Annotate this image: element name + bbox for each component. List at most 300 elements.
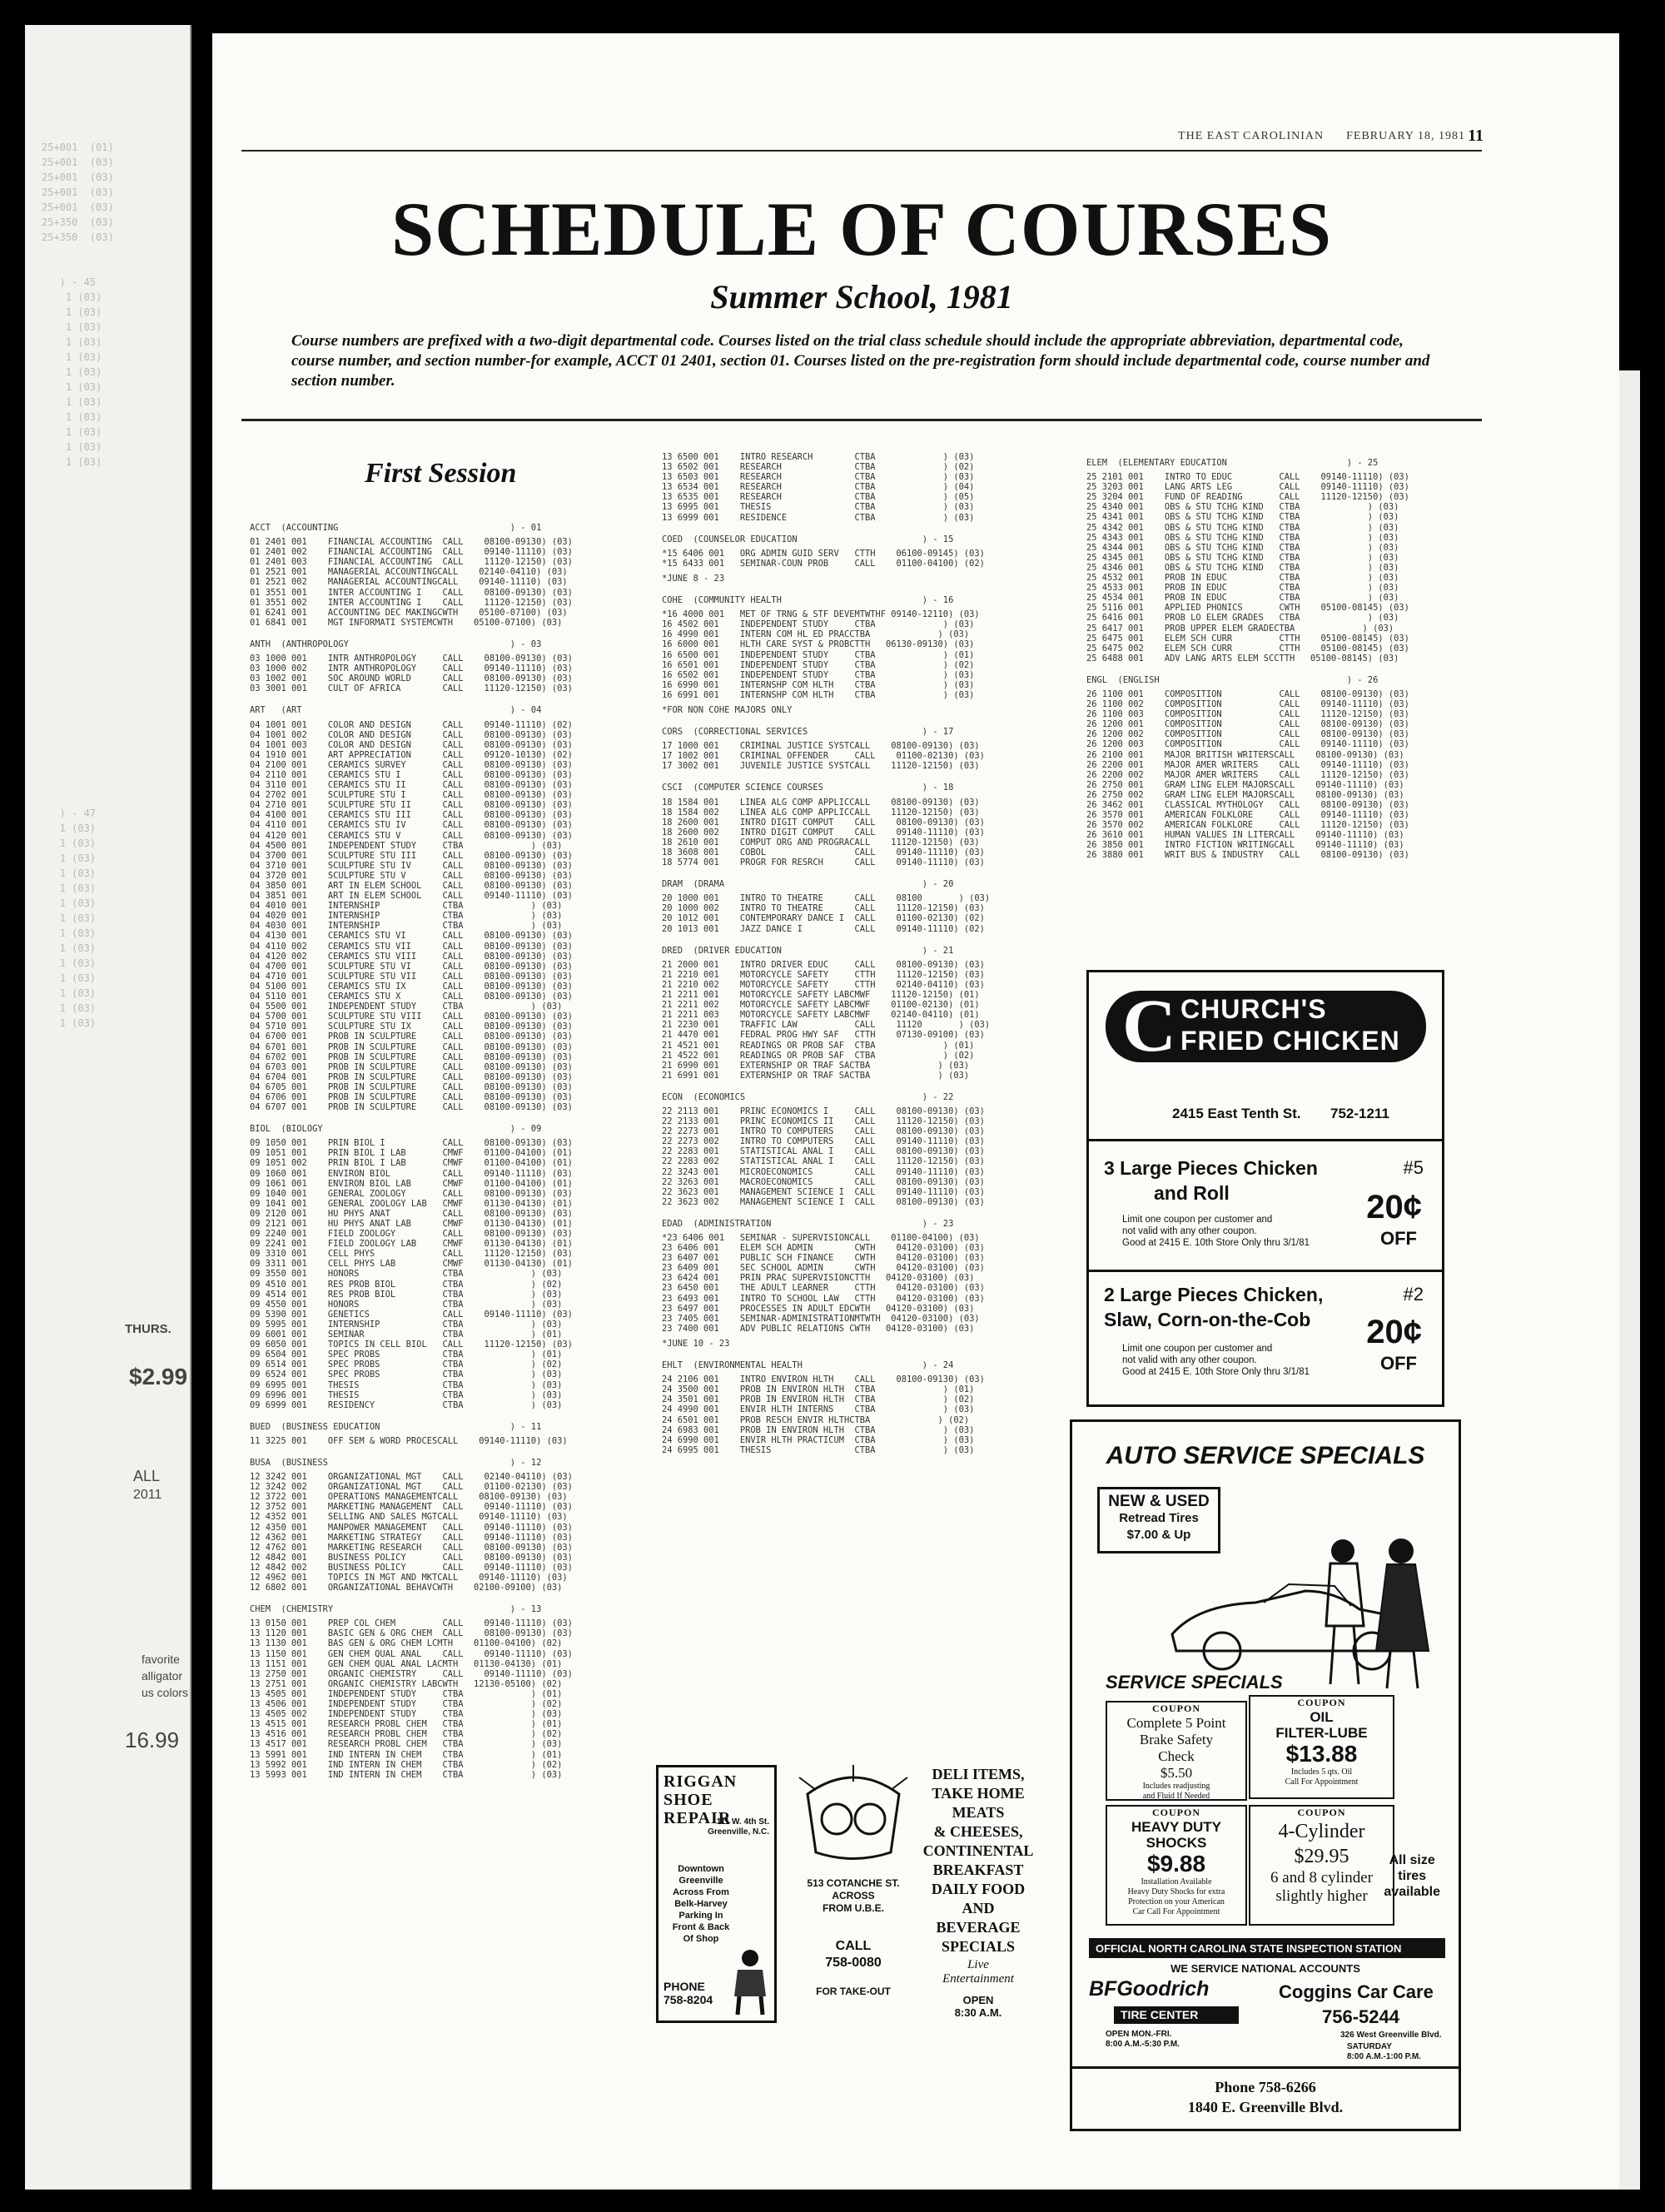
sizes-line-3: available xyxy=(1384,1885,1440,1899)
department-block xyxy=(250,1422,573,1446)
course-row: 04 2702 001 SCULPTURE STU I CALL 08100-09130) (03) xyxy=(250,790,573,801)
course-row: 12 4842 001 BUSINESS POLICY CALL 08100-09130) (03) xyxy=(250,1552,573,1563)
course-row: 04 4700 001 SCULPTURE STU VI CALL 08100-09130) (03) xyxy=(250,961,573,972)
course-row: 09 6001 001 SEMINAR CTBA ) (01) xyxy=(250,1330,563,1340)
tune-line-1: 4-Cylinder xyxy=(1278,1821,1365,1842)
course-row: 24 6983 001 PROB IN ENVIRON HLTH CTBA ) (03) xyxy=(662,1424,975,1435)
riggan-note-1: Downtown Greenville xyxy=(678,1864,724,1886)
tire-center-banner: TIRE CENTER xyxy=(1114,2006,1239,2024)
deli-open-1: OPEN xyxy=(962,1994,994,2006)
course-row: 04 1001 001 COLOR AND DESIGN CALL 09140-11110) (02) xyxy=(250,719,573,730)
course-row: 09 6999 001 RESIDENCY CTBA ) (03) xyxy=(250,1399,563,1410)
department-heading: EDAD (ADMINISTRATION ) - 23 xyxy=(662,1218,954,1229)
course-row: 20 1012 001 CONTEMPORARY DANCE I CALL 01100-02130) (02) xyxy=(662,913,985,924)
course-row: 04 4110 002 CERAMICS STU VII CALL 08100-09130) (03) xyxy=(250,941,573,952)
deli-open-2: 8:30 A.M. xyxy=(954,2006,1002,2019)
brake-line-3: Check xyxy=(1158,1748,1195,1764)
brake-price: $5.50 xyxy=(1160,1765,1193,1781)
course-row: 13 1151 001 GEN CHEM QUAL ANAL LACMTH 01130-04130) (01) xyxy=(250,1658,563,1669)
coupon-1-title-line-2: and Roll xyxy=(1154,1182,1230,1204)
course-row: 26 2750 002 GRAM LING ELEM MAJORSCALL 08100-09130) (03) xyxy=(1086,789,1404,800)
department-heading: ART (ART ) - 04 xyxy=(250,705,542,716)
course-row: 09 1061 001 ENVIRON BIOL LAB CMWF 01100-04100) (01) xyxy=(250,1178,573,1189)
publication-name: THE EAST CAROLINIAN xyxy=(1178,130,1325,142)
coupon-2-fine-1: Limit one coupon per customer and xyxy=(1122,1344,1273,1354)
department-block xyxy=(1086,675,1409,861)
course-row: 01 6241 001 ACCOUNTING DEC MAKINGCWTH 05100-07100) (03) xyxy=(250,607,568,618)
oil-note-1: Includes 5 qts. Oil xyxy=(1290,1767,1353,1777)
department-heading: ELEM (ELEMENTARY EDUCATION ) - 25 xyxy=(1086,458,1379,468)
course-row: 26 3570 002 AMERICAN FOLKLORE CALL 11120-12150) (03) xyxy=(1086,820,1409,831)
deli-open xyxy=(924,1994,1032,2019)
course-row: *23 6406 001 SEMINAR - SUPERVISIONCALL 01100-04100) (03) xyxy=(662,1233,980,1243)
course-row: 26 2200 002 MAJOR AMER WRITERS CALL 11120-12150) (03) xyxy=(1086,769,1409,780)
course-row: 11 3225 001 OFF SEM & WORD PROCESCALL 09140-11110) (03) xyxy=(250,1435,568,1446)
course-row: 21 6990 001 EXTERNSHIP OR TRAF SACTBA ) (03) xyxy=(662,1060,970,1071)
course-row: 21 2210 001 MOTORCYCLE SAFETY CTTH 11120-12150) (03) xyxy=(662,969,985,980)
course-row: 04 4020 001 INTERNSHIP CTBA ) (03) xyxy=(250,911,563,922)
course-row: 13 4505 002 INDEPENDENT STUDY CTBA ) (03) xyxy=(250,1709,563,1720)
course-row: 26 3880 001 WRIT BUS & INDUSTRY CALL 08100-09130) (03) xyxy=(1086,850,1409,861)
course-row: 04 5500 001 INDEPENDENT STUDY CTBA ) (03) xyxy=(250,1002,563,1012)
course-row: 13 2750 001 ORGANIC CHEMISTRY CALL 09140-11110) (03) xyxy=(250,1668,573,1679)
course-row: 09 1060 001 ENVIRON BIOL CALL 09140-11110) (03) xyxy=(250,1168,573,1179)
all-sizes-note xyxy=(1384,1852,1440,1900)
course-row: 01 2521 001 MANAGERIAL ACCOUNTINGCALL 02140-04110) (03) xyxy=(250,567,568,578)
course-row: 25 4534 001 PROB IN EDUC CTBA ) (03) xyxy=(1086,593,1399,604)
folio-info xyxy=(1178,130,1465,143)
department-heading: ECON (ECONOMICS ) - 22 xyxy=(662,1091,954,1102)
oil-note-2: Call For Appointment xyxy=(1285,1777,1359,1787)
course-row: 04 5700 001 SCULPTURE STU VIII CALL 08100-09130) (03) xyxy=(250,1012,573,1022)
course-row: 24 3501 001 PROB IN ENVIRON HLTH CTBA ) (02) xyxy=(662,1394,975,1405)
course-row: 04 5110 001 CERAMICS STU X CALL 08100-09130) (03) xyxy=(250,992,573,1002)
department-heading: CHEM (CHEMISTRY ) - 13 xyxy=(250,1604,542,1615)
course-row: 26 2200 001 MAJOR AMER WRITERS CALL 09140-11110) (03) xyxy=(1086,759,1409,770)
course-row: 23 6493 001 INTRO TO SCHOOL LAW CTTH 04120-03100) (03) xyxy=(662,1293,985,1304)
riggan-addr-2: Greenville, N.C. xyxy=(708,1827,769,1837)
course-row: 09 6995 001 THESIS CTBA ) (03) xyxy=(250,1379,563,1390)
course-row: 26 3850 001 INTRO FICTION WRITINGCALL 09140-11110) (03) xyxy=(1086,840,1404,851)
fragment-price-2: 16.99 xyxy=(125,1727,180,1752)
department-heading: ANTH (ANTHROPOLOGY ) - 03 xyxy=(250,639,542,649)
course-row: 13 4515 001 RESEARCH PROBL CHEM CTBA ) (01) xyxy=(250,1719,563,1730)
course-row: 01 2401 002 FINANCIAL ACCOUNTING CALL 09140-11110) (03) xyxy=(250,547,573,558)
course-row: 12 6802 001 ORGANIZATIONAL BEHAVCWTH 02100-09100) (03) xyxy=(250,1583,563,1593)
department-block xyxy=(662,1219,990,1349)
course-row: 01 2401 003 FINANCIAL ACCOUNTING CALL 11120-12150) (03) xyxy=(250,557,573,568)
course-row: 03 1002 001 SOC AROUND WORLD CALL 08100-09130) (03) xyxy=(250,674,573,684)
department-block xyxy=(662,783,990,867)
department-heading: EHLT (ENVIRONMENTAL HEALTH ) - 24 xyxy=(662,1360,954,1371)
auto-service-ad xyxy=(1070,1419,1461,2069)
course-row: 13 5993 001 IND INTERN IN CHEM CTBA ) (03) xyxy=(250,1769,563,1780)
department-block xyxy=(1086,458,1409,664)
course-row: 09 3310 001 CELL PHYS CALL 11120-12150) (03) xyxy=(250,1249,573,1260)
department-block xyxy=(250,1604,573,1780)
deli-address xyxy=(791,1877,916,1915)
course-row: 24 6995 001 THESIS CTBA ) (03) xyxy=(662,1444,975,1455)
course-row: 21 4470 001 FEDRAL PROG HWY SAF CTTH 07130-09100) (03) xyxy=(662,1030,985,1041)
course-row: 16 6500 001 INDEPENDENT STUDY CTBA ) (01) xyxy=(662,649,975,660)
intro-paragraph: Course numbers are prefixed with a two-digit departmental code. Courses listed on the trial class schedule should include the appropriate abbreviation, departmental code, course number, and section number-for example, ACCT 01 2401, section 01. Courses listed on the pre-registration form should include departmental code, course number and section number. xyxy=(291,332,1430,390)
course-row: 03 1000 001 INTR ANTHROPOLOGY CALL 08100-09130) (03) xyxy=(250,654,573,664)
page-subtitle: Summer School, 1981 xyxy=(710,278,1013,316)
course-row: 23 6424 001 PRIN PRAC SUPERVISIONCTTH 04120-03100) (03) xyxy=(662,1273,975,1284)
course-row: 04 6702 001 PROB IN SCULPTURE CALL 08100-09130) (03) xyxy=(250,1051,573,1062)
deli-takeout: FOR TAKE-OUT xyxy=(816,1986,891,1997)
course-row: 04 3850 001 ART IN ELEM SCHOOL CALL 08100-09130) (03) xyxy=(250,881,573,891)
riggan-note-6: Of Shop xyxy=(683,1934,719,1944)
course-row: 22 2273 002 INTRO TO COMPUTERS CALL 09140-11110) (03) xyxy=(662,1136,985,1147)
course-row: 12 4842 002 BUSINESS POLICY CALL 09140-11110) (03) xyxy=(250,1562,573,1573)
deli-line-6: BREAKFAST xyxy=(932,1862,1024,1878)
coupon-2-number: #2 xyxy=(1403,1284,1424,1305)
course-row: 09 1040 001 GENERAL ZOOLOGY CALL 08100-09130) (03) xyxy=(250,1188,573,1199)
session-title: First Session xyxy=(365,458,517,489)
department-block xyxy=(250,1124,573,1410)
course-row: 13 0150 001 PREP COL CHEM CALL 09140-11110) (03) xyxy=(250,1618,573,1629)
faded-adjacent-text: ) - 45 1 (03) 1 (03) 1 (03) 1 (03) 1 (03) 1 (03) 1 (03) 1 (03) 1 (03) 1 (03) 1 (03) 1 (03) xyxy=(59,276,102,468)
coupon-2-title-line-1: 2 Large Pieces Chicken, xyxy=(1104,1284,1324,1305)
course-row: 16 6990 001 INTERNSHP COM HLTH CTBA ) (03) xyxy=(662,679,975,690)
course-row: 12 4362 001 MARKETING STRATEGY CALL 09140-11110) (03) xyxy=(250,1532,573,1543)
church-address: 2415 East Tenth St. xyxy=(1172,1106,1301,1121)
course-row: 09 6514 001 SPEC PROBS CTBA ) (02) xyxy=(250,1360,563,1370)
church-ad xyxy=(1086,970,1444,1407)
faded-adjacent-text: 25+001 (01) 25+001 (03) 25+001 (03) 25+001 (03) 25+001 (03) 25+350 (03) 25+350 (03) xyxy=(42,142,114,243)
course-row: 25 4346 001 OBS & STU TCHG KIND CTBA ) (03) xyxy=(1086,562,1399,573)
course-row: 24 4990 001 ENVIR HLTH INTERNS CTBA ) (03) xyxy=(662,1404,975,1415)
shocks-line-1: HEAVY DUTY xyxy=(1131,1819,1221,1835)
course-row: 26 3462 001 CLASSICAL MYTHOLOGY CALL 08100-09130) (03) xyxy=(1086,800,1409,810)
course-row: 13 4517 001 RESEARCH PROBL CHEM CTBA ) (03) xyxy=(250,1739,563,1750)
course-row: 25 4340 001 OBS & STU TCHG KIND CTBA ) (03) xyxy=(1086,502,1399,513)
course-row: 03 3001 001 CULT OF AFRICA CALL 11120-12150) (03) xyxy=(250,683,573,694)
course-row: 13 6500 001 INTRO RESEARCH CTBA ) (03) xyxy=(662,452,975,462)
deli-menu xyxy=(920,1765,1036,1956)
hours-line-2: 8:00 A.M.-5:30 P.M. xyxy=(1106,2040,1180,2049)
department-heading: COHE (COMMUNITY HEALTH ) - 16 xyxy=(662,595,954,606)
course-row: 16 4990 001 INTERN COM HL ED PRACCTBA ) (03) xyxy=(662,629,970,640)
course-row: 18 2600 001 INTRO DIGIT COMPUT CALL 08100-09130) (03) xyxy=(662,817,985,828)
course-row: 21 2210 002 MOTORCYCLE SAFETY CTTH 02140-04110) (03) xyxy=(662,979,985,990)
course-row: 01 2401 001 FINANCIAL ACCOUNTING CALL 08100-09130) (03) xyxy=(250,537,573,548)
riggan-shoe-ad xyxy=(656,1765,777,2023)
inspection-banner: OFFICIAL NORTH CAROLINA STATE INSPECTION STATION xyxy=(1089,1938,1445,1958)
course-row: 18 5774 001 PROGR FOR RESRCH CALL 09140-11110) (03) xyxy=(662,857,985,868)
course-row: 04 1910 001 ART APPRECIATION CALL 09120-10130) (02) xyxy=(250,749,573,760)
tune-line-3: slightly higher xyxy=(1275,1887,1368,1905)
course-row: 23 6409 001 SEC SCHOOL ADMIN CWTH 04120-03100) (03) xyxy=(662,1263,985,1274)
bfgoodrich-logo: BFGoodrich xyxy=(1089,1977,1210,2001)
department-heading: BIOL (BIOLOGY ) - 09 xyxy=(250,1124,542,1135)
cobbler-figure-icon xyxy=(729,1946,771,2017)
sat-line-1: SATURDAY xyxy=(1347,2042,1392,2051)
department-note: *JUNE 8 - 23 xyxy=(662,573,725,584)
course-row: 25 2101 001 INTRO TO EDUC CALL 09140-11110) (03) xyxy=(1086,472,1409,483)
deli-line-5: CONTINENTAL xyxy=(922,1842,1034,1859)
course-row: 22 3623 001 MANAGEMENT SCIENCE I CALL 09140-11110) (03) xyxy=(662,1186,985,1197)
department-block xyxy=(662,727,990,771)
divider xyxy=(241,419,1482,421)
fragment-colors: us colors xyxy=(142,1686,189,1699)
course-row: 22 2273 001 INTRO TO COMPUTERS CALL 08100-09130) (03) xyxy=(662,1126,985,1137)
course-row: 09 3550 001 HONORS CTBA ) (03) xyxy=(250,1269,563,1280)
adjacent-page-strip xyxy=(25,25,191,2190)
course-row: 26 1200 001 COMPOSITION CALL 08100-09130) (03) xyxy=(1086,719,1409,730)
course-row: 24 6501 001 PROB RESCH ENVIR HLTHCTBA ) (02) xyxy=(662,1414,970,1425)
deli-addr-3: FROM U.B.E. xyxy=(823,1902,884,1914)
schedule-column-1 xyxy=(250,523,573,1780)
brake-line-1: Complete 5 Point xyxy=(1126,1715,1226,1731)
coggins-address: 326 West Greenville Blvd. xyxy=(1340,2031,1442,2040)
course-row: 25 6416 001 PROB LO ELEM GRADES CTBA ) (03) xyxy=(1086,613,1399,624)
tires-line-3: $7.00 & Up xyxy=(1126,1528,1191,1542)
course-row: 04 3110 001 CERAMICS STU II CALL 08100-09130) (03) xyxy=(250,780,573,791)
course-row: 04 4120 002 CERAMICS STU VIII CALL 08100-09130) (03) xyxy=(250,951,573,962)
course-row: 04 4110 001 CERAMICS STU IV CALL 08100-09130) (03) xyxy=(250,820,573,831)
riggan-note-5: Front & Back xyxy=(672,1922,730,1932)
auto-phone: Phone 758-6266 xyxy=(1215,2079,1316,2095)
course-row: 04 5710 001 SCULPTURE STU IX CALL 08100-09130) (03) xyxy=(250,1021,573,1032)
deli-addr-2: ACROSS xyxy=(832,1890,875,1901)
riggan-phone xyxy=(664,1980,713,2006)
coupon-1-price: 20¢ xyxy=(1366,1189,1422,1225)
sizes-line-2: tires xyxy=(1398,1869,1427,1883)
shocks-price: $9.88 xyxy=(1146,1851,1206,1876)
course-row: 25 4341 001 OBS & STU TCHG KIND CTBA ) (03) xyxy=(1086,512,1399,523)
coupon-label: COUPON xyxy=(1297,1807,1346,1818)
course-row: 21 6991 001 EXTERNSHIP OR TRAF SACTBA ) (03) xyxy=(662,1070,970,1081)
course-row: 09 1051 001 PRIN BIOL I LAB CMWF 01100-04100) (01) xyxy=(250,1148,573,1159)
course-row: 20 1000 001 INTRO TO THEATRE CALL 08100 ) (03) xyxy=(662,893,991,904)
course-row: 23 7405 001 SEMINAR-ADMINISTRATIONMTWTH 04120-03100) (03) xyxy=(662,1313,980,1324)
course-row: 21 4522 001 READINGS OR PROB SAF CTBA ) (02) xyxy=(662,1050,975,1061)
course-row: 23 6450 001 THE ADULT LEARNER CTTH 04120-03100) (03) xyxy=(662,1283,985,1294)
course-row: 13 4516 001 RESEARCH PROBL CHEM CTBA ) (02) xyxy=(250,1729,563,1740)
auto-address: 1840 E. Greenville Blvd. xyxy=(1187,2099,1344,2115)
course-row: 03 1000 002 INTR ANTHROPOLOGY CALL 09140-11110) (03) xyxy=(250,664,573,674)
national-accounts: WE SERVICE NATIONAL ACCOUNTS xyxy=(1170,1962,1360,1975)
course-row: 22 2113 001 PRINC ECONOMICS I CALL 08100-09130) (03) xyxy=(662,1106,985,1116)
course-row: 01 3551 001 INTER ACCOUNTING I CALL 08100-09130) (03) xyxy=(250,587,573,598)
shocks-note-2: Heavy Duty Shocks for extra xyxy=(1127,1887,1225,1896)
course-row: 09 2241 001 FIELD ZOOLOGY LAB CMWF 01130-04130) (01) xyxy=(250,1239,573,1250)
course-row: 09 2120 001 HU PHYS ANAT CALL 08100-09130) (03) xyxy=(250,1208,573,1219)
course-row: 09 2121 001 HU PHYS ANAT LAB CMWF 01130-04130) (01) xyxy=(250,1219,573,1229)
brake-note-2: and Fluid If Needed xyxy=(1142,1792,1210,1801)
course-row: 04 6704 001 PROB IN SCULPTURE CALL 08100-09130) (03) xyxy=(250,1071,573,1082)
course-row: 18 2610 001 COMPUT ORG AND PROGRACALL 11120-12150) (03) xyxy=(662,837,980,848)
coupon-2-off: OFF xyxy=(1380,1353,1417,1374)
course-row: 09 6524 001 SPEC PROBS CTBA ) (03) xyxy=(250,1369,563,1380)
course-row: 09 3311 001 CELL PHYS LAB CMWF 01130-04130) (01) xyxy=(250,1259,573,1270)
course-row: 21 2211 003 MOTORCYCLE SAFETY LABCMWF 02140-04110) (01) xyxy=(662,1010,980,1021)
course-row: 04 3851 001 ART IN ELEM SCHOOL CALL 09140-11110) (03) xyxy=(250,891,573,902)
hours-weekday xyxy=(1106,2030,1180,2050)
course-row: 12 3242 002 ORGANIZATIONAL MGT CALL 01100-02130) (03) xyxy=(250,1482,573,1493)
course-row: 04 2110 001 CERAMICS STU I CALL 08100-09130) (03) xyxy=(250,769,573,780)
riggan-addr-1: 111 W. 4th St. xyxy=(716,1817,769,1827)
course-row: 13 6999 001 RESIDENCE CTBA ) (03) xyxy=(662,512,975,523)
course-row: 26 2100 001 MAJOR BRITISH WRITERSCALL 08100-09130) (03) xyxy=(1086,749,1404,760)
course-row: 23 6406 001 ELEM SCH ADMIN CWTH 04120-03100) (03) xyxy=(662,1243,985,1254)
brake-coupon xyxy=(1106,1701,1247,1801)
divider xyxy=(1089,1270,1442,1272)
course-row: 21 2211 001 MOTORCYCLE SAFETY LABCMWF 11120-12150) (01) xyxy=(662,990,980,1001)
course-row: 22 2283 002 STATISTICAL ANAL I CALL 11120-12150) (03) xyxy=(662,1156,985,1167)
course-row: 25 4343 001 OBS & STU TCHG KIND CTBA ) (03) xyxy=(1086,532,1399,543)
course-row: 12 3752 001 MARKETING MANAGEMENT CALL 09140-11110) (03) xyxy=(250,1502,573,1513)
course-row: 09 4514 001 RES PROB BIOL CTBA ) (03) xyxy=(250,1289,563,1300)
auto-ad-title: AUTO SERVICE SPECIALS xyxy=(1106,1442,1425,1469)
course-row: 13 6503 001 RESEARCH CTBA ) (03) xyxy=(662,472,975,483)
course-row: 13 6534 001 RESEARCH CTBA ) (04) xyxy=(662,482,975,493)
deli-line-9: SPECIALS xyxy=(941,1938,1016,1955)
course-row: 04 6705 001 PROB IN SCULPTURE CALL 08100-09130) (03) xyxy=(250,1081,573,1092)
brake-note-1: Includes readjusting xyxy=(1142,1782,1210,1791)
hours-line-1: OPEN MON.-FRI. xyxy=(1106,2030,1172,2039)
course-row: 26 1100 002 COMPOSITION CALL 09140-11110) (03) xyxy=(1086,699,1409,710)
course-row: 26 3570 001 AMERICAN FOLKLORE CALL 09140-11110) (03) xyxy=(1086,810,1409,821)
deli-line-7: DAILY FOOD xyxy=(931,1881,1026,1897)
course-row: 04 3700 001 SCULPTURE STU III CALL 08100-09130) (03) xyxy=(250,850,573,861)
coupon-1-title-line-1: 3 Large Pieces Chicken xyxy=(1104,1157,1318,1179)
course-row: 18 1584 001 LINEA ALG COMP APPLICCALL 08100-09130) (03) xyxy=(662,797,980,808)
course-row: 17 3002 001 JUVENILE JUSTICE SYSTCALL 11120-12150) (03) xyxy=(662,761,980,772)
course-row: 04 4100 001 CERAMICS STU III CALL 08100-09130) (03) xyxy=(250,810,573,821)
coupon-1-fine-1: Limit one coupon per customer and xyxy=(1122,1215,1273,1225)
coggins-phone: 756-5244 xyxy=(1322,2006,1399,2027)
riggan-note-3: Belk-Harvey xyxy=(674,1899,728,1909)
department-block xyxy=(662,1092,990,1207)
department-block xyxy=(250,523,573,628)
shocks-note-4: Car Call For Appointment xyxy=(1132,1907,1220,1916)
coupon-label: COUPON xyxy=(1152,1702,1200,1714)
course-row: 18 3608 001 COBOL CALL 09140-11110) (03) xyxy=(662,848,985,857)
tires-line-1: NEW & USED xyxy=(1108,1493,1210,1510)
coupon-1-off: OFF xyxy=(1380,1228,1417,1249)
shocks-note-3: Protection on your American xyxy=(1128,1897,1225,1906)
page-number: 11 xyxy=(1468,127,1484,145)
department-block xyxy=(662,452,990,523)
riggan-name-2: SHOE xyxy=(664,1791,713,1809)
department-heading: CSCI (COMPUTER SCIENCE COURSES ) - 18 xyxy=(662,783,954,793)
course-row: 09 1051 002 PRIN BIOL I LAB CMWF 01100-04100) (01) xyxy=(250,1158,573,1169)
auto-ad-footer xyxy=(1070,2069,1461,2131)
course-row: 13 6995 001 THESIS CTBA ) (03) xyxy=(662,502,975,513)
department-heading: COED (COUNSELOR EDUCATION ) - 15 xyxy=(662,534,954,544)
course-row: 22 3263 001 MACROECONOMICS CALL 08100-09130) (03) xyxy=(662,1176,985,1187)
course-row: 09 6996 001 THESIS CTBA ) (03) xyxy=(250,1389,563,1400)
logo-c-mark: C xyxy=(1122,985,1176,1067)
department-heading: BUED (BUSINESS EDUCATION ) - 11 xyxy=(250,1421,542,1432)
fragment-alligator: alligator xyxy=(142,1669,183,1683)
church-phone: 752-1211 xyxy=(1330,1106,1389,1121)
course-row: 04 2710 001 SCULPTURE STU II CALL 08100-09130) (03) xyxy=(250,800,573,811)
department-heading: ACCT (ACCOUNTING ) - 01 xyxy=(250,523,542,533)
course-row: 04 5100 001 CERAMICS STU IX CALL 08100-09130) (03) xyxy=(250,981,573,992)
course-row: 18 1584 002 LINEA ALG COMP APPLICCALL 11120-12150) (03) xyxy=(662,807,980,818)
course-row: 04 2100 001 CERAMICS SURVEY CALL 08100-09130) (03) xyxy=(250,759,573,770)
course-row: 13 5992 001 IND INTERN IN CHEM CTBA ) (02) xyxy=(250,1759,563,1770)
course-row: 23 6497 001 PROCESSES IN ADULT EDCWTH 04120-03100) (03) xyxy=(662,1303,975,1314)
course-row: 25 4533 001 PROB IN EDUC CTBA ) (03) xyxy=(1086,583,1399,594)
deli-ad xyxy=(787,1757,1036,2031)
course-row: 04 4120 001 CERAMICS STU V CALL 08100-09130) (03) xyxy=(250,830,573,841)
oil-price: $13.88 xyxy=(1285,1741,1358,1767)
department-block xyxy=(662,595,990,715)
course-row: *16 4000 001 MET OF TRNG & STF DEVEMTWTHF 09140-12110) (03) xyxy=(662,609,980,620)
department-heading: DRAM (DRAMA ) - 20 xyxy=(662,879,954,890)
course-row: 04 6707 001 PROB IN SCULPTURE CALL 08100-09130) (03) xyxy=(250,1102,573,1113)
deli-live-2: Entertainment xyxy=(942,1972,1014,1986)
tuneup-coupon xyxy=(1249,1805,1394,1926)
course-row: 21 4521 001 READINGS OR PROB SAF CTBA ) (01) xyxy=(662,1040,975,1051)
course-row: 25 6475 001 ELEM SCH CURR CTTH 05100-08145) (03) xyxy=(1086,633,1409,644)
course-row: 16 6991 001 INTERNSHP COM HLTH CTBA ) (03) xyxy=(662,689,975,700)
shocks-line-2: SHOCKS xyxy=(1146,1835,1207,1851)
fragment-all: ALL xyxy=(133,1468,161,1484)
course-row: 13 4506 001 INDEPENDENT STUDY CTBA ) (02) xyxy=(250,1699,563,1710)
course-row: 12 3242 001 ORGANIZATIONAL MGT CALL 02140-04110) (03) xyxy=(250,1472,573,1483)
course-row: 18 2600 002 INTRO DIGIT COMPUT CALL 09140-11110) (03) xyxy=(662,827,985,838)
course-row: 04 6703 001 PROB IN SCULPTURE CALL 08100-09130) (03) xyxy=(250,1061,573,1072)
course-row: 04 4030 001 INTERNSHIP CTBA ) (03) xyxy=(250,921,563,932)
logo-line-1: CHURCH'S xyxy=(1180,994,1327,1024)
department-heading: CORS (CORRECTIONAL SERVICES ) - 17 xyxy=(662,727,954,738)
course-row: 12 4352 001 SELLING AND SALES MGTCALL 09140-11110) (03) xyxy=(250,1512,568,1523)
oil-coupon xyxy=(1249,1695,1394,1799)
coupon-2-title-line-2: Slaw, Corn-on-the-Cob xyxy=(1104,1309,1311,1330)
tune-price: $29.95 xyxy=(1294,1846,1349,1867)
course-row: 26 3610 001 HUMAN VALUES IN LITERCALL 09140-11110) (03) xyxy=(1086,830,1404,841)
course-row: 21 2230 001 TRAFFIC LAW CALL 11120 ) (03) xyxy=(662,1020,991,1031)
riggan-address xyxy=(708,1817,769,1837)
course-row: 25 4532 001 PROB IN EDUC CTBA ) (03) xyxy=(1086,573,1399,584)
course-row: 21 2000 001 INTRO DRIVER EDUC CALL 08100-09130) (03) xyxy=(662,959,985,970)
course-row: 16 6502 001 INDEPENDENT STUDY CTBA ) (03) xyxy=(662,669,975,680)
deli-call-label: CALL xyxy=(835,1939,872,1953)
shocks-note-1: Installation Available xyxy=(1141,1877,1212,1886)
fragment-thurs: THURS. xyxy=(125,1322,171,1336)
course-row: 20 1013 001 JAZZ DANCE I CALL 09140-11110) (02) xyxy=(662,923,985,934)
deli-live-1: Live xyxy=(967,1958,989,1971)
riggan-note-4: Parking In xyxy=(678,1911,723,1921)
course-row: 22 3243 001 MICROECONOMICS CALL 09140-11110) (03) xyxy=(662,1166,985,1177)
schedule-column-3 xyxy=(1086,458,1409,861)
course-row: 01 6841 001 MGT INFORMATI SYSTEMCWTH 05100-07100) (03) xyxy=(250,617,563,628)
deli-logo-art xyxy=(791,1761,916,1869)
course-row: 17 1000 001 CRIMINAL JUSTICE SYSTCALL 08100-09130) (03) xyxy=(662,741,980,752)
shocks-coupon xyxy=(1106,1805,1247,1926)
course-row: 17 1002 001 CRIMINAL OFFENDER CALL 01100-02130) (03) xyxy=(662,751,985,762)
department-block xyxy=(662,879,990,933)
coupon-1-fine-2: not valid with any other coupon. xyxy=(1122,1226,1257,1236)
course-row: 01 2521 002 MANAGERIAL ACCOUNTINGCALL 09140-11110) (03) xyxy=(250,577,568,588)
course-row: 12 3722 001 OPERATIONS MANAGEMENTCALL 08100-09130) (03) xyxy=(250,1492,568,1503)
department-heading: BUSA (BUSINESS ) - 12 xyxy=(250,1457,542,1468)
riggan-name-1: RIGGAN xyxy=(664,1772,738,1791)
course-row: 20 1000 002 INTRO TO THEATRE CALL 11120-12150) (03) xyxy=(662,903,985,914)
course-row: *15 6406 001 ORG ADMIN GUID SERV CTTH 06100-09145) (03) xyxy=(662,548,985,559)
department-block xyxy=(250,705,573,1112)
coupon-2-price: 20¢ xyxy=(1366,1314,1422,1350)
oil-line-2: FILTER-LUBE xyxy=(1275,1725,1368,1741)
course-row: 09 6050 001 TOPICS IN CELL BIOL CALL 11120-12150) (03) xyxy=(250,1340,573,1350)
coggins-name: Coggins Car Care xyxy=(1279,1981,1434,2002)
